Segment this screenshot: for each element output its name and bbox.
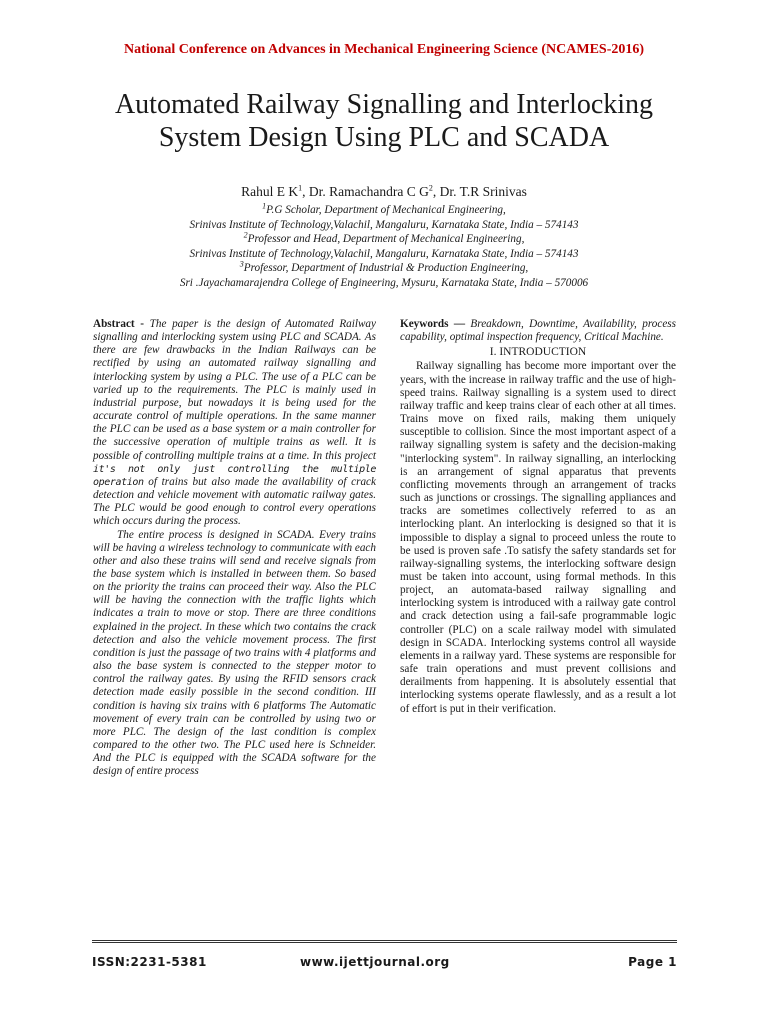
introduction-body — [400, 360, 676, 715]
affiliation-text: Sri .Jayachamarajendra College of Engineering, Mysuru, Karnataka State, India – 570006 — [179, 276, 589, 289]
left-column — [93, 318, 376, 778]
footer-website: www.ijettjournal.org — [300, 955, 450, 969]
author-name: Dr. T.R Srinivas — [439, 184, 527, 199]
author-separator: , — [432, 184, 440, 199]
footer-page-number: Page 1 — [628, 955, 677, 969]
abstract-paragraph-2: The entire process is designed in SCADA. Every trains will be having a wireless technology to communicate with each other and also these trains will send and receive signals from the base system which is installed in between them. So based on the priority the trains can proceed their way. Also the PLC will be having the connection with the traffic lights which indicates a train to move or stop. There are three conditions explained in the project. In these which two contains the crack detection and also the vehicle movement process. The first condition is just the passage of two trains with 4 platforms and also the base system is connected to the stepper motor to control the railway gates. By using the RFID sensors crack detection made easily possible in the second condition. III condition is having six trains with 6 platforms The Automatic movement of every train can be controlled by using two or more PLC. The design of the last condition is complex compared to the other two. The PLC used here is Schneider. And the PLC is equipped with the SCADA software for the design of entire process — [93, 528, 376, 778]
right-column — [400, 318, 676, 716]
affiliation-line — [0, 261, 768, 276]
affiliation-line — [0, 276, 768, 291]
introduction-paragraph: Railway signalling has become more important over the years, with the increase in railway traffic and the use of high-speed trains. Railway signalling is a system used to direct railway traffic and keep trains clear of each other at all times. Trains move on fixed rails, making them uniquely susceptible to collision. Since the most important aspect of a railway signalling system is safety and the decision-making "interlocking system". In railway signalling, an interlocking is an arrangement of signal apparatus that prevents conflicting movements through an arrangement of tracks such as junctions or crossings. The signalling appliances and tracks are sometimes collectively referred to as an interlocking plant. An interlocking is designed so that it is impossible to display a signal to proceed unless the route to be used is proven safe .To satisfy the safety standards set for railway-signalling systems, the interlocking software design must be taken into account, using formal methods. In this project, an automata-based railway signalling and interlocking system is introduced with a railway gate control and crack detection using a fail-safe programmable logic controller (PLC) on a scale railway model with simulated design in SCADA. Interlocking systems control all wayside elements in a railway yard. These systems are responsible for safe train operations and must prevent collisions and derailments from happening. It is absolutely essential that interlocking systems operate flawlessly, and as a result a lot of effort is put in their verification. — [400, 360, 676, 715]
section-heading-introduction — [400, 346, 676, 359]
affiliation-sup: 1 — [262, 201, 267, 211]
keywords — [400, 318, 676, 344]
footer-issn: ISSN:2231-5381 — [92, 955, 207, 969]
affiliations — [0, 203, 768, 290]
heading-text: NTRODUCTION — [503, 346, 587, 359]
abstract-text-b: of trains but also made the availability of crack detection and vehicle movement with automatic railway gates. The PLC would be good enough to control every operations which occurs during the process. — [93, 475, 376, 528]
affiliation-line — [0, 232, 768, 247]
keywords-text: Breakdown, Downtime, Availability, process capability, optimal inspection frequency, Critical Machine. — [400, 318, 676, 344]
abstract-paragraph-1 — [93, 318, 376, 529]
affiliation-sup: 2 — [243, 230, 248, 240]
keywords-label: Keywords — — [400, 318, 466, 330]
author-separator: , — [302, 184, 309, 199]
affiliation-line — [0, 218, 768, 233]
affiliation-sup: 3 — [239, 259, 244, 269]
affiliation-text: Professor and Head, Department of Mechanical Engineering, — [247, 233, 525, 245]
affiliation-text: P.G Scholar, Department of Mechanical Engineering, — [266, 204, 506, 216]
heading-number: I. I — [489, 346, 504, 359]
author-name: Rahul E K — [241, 184, 299, 199]
abstract-label: Abstract - — [93, 318, 144, 330]
affiliation-line — [0, 203, 768, 218]
author-name: Dr. Ramachandra C G — [308, 184, 429, 199]
affiliation-text: Srinivas Institute of Technology,Valachil, Mangaluru, Karnataka State, India – 574143 — [189, 218, 579, 231]
affiliation-text: Srinivas Institute of Technology,Valachil, Mangaluru, Karnataka State, India – 574143 — [189, 247, 579, 260]
affiliation-text: Professor, Department of Industrial & Production Engineering, — [243, 262, 529, 274]
affiliation-line — [0, 247, 768, 262]
paper-title: Automated Railway Signalling and Interlocking System Design Using PLC and SCADA — [114, 89, 654, 153]
abstract-mono-text: it's not only just controlling the multiple operation — [93, 463, 376, 488]
author-sup: 1 — [298, 183, 303, 193]
conference-header: National Conference on Advances in Mechanical Engineering Science (NCAMES-2016) — [123, 42, 645, 57]
author-sup: 2 — [428, 183, 433, 193]
author-list — [0, 184, 768, 200]
abstract — [93, 318, 376, 778]
abstract-text-a: The paper is the design of Automated Railway signalling and interlocking system using PLC and SCADA. As there are few drawbacks in the Indian Railways can be rectified by using an automated railway signalling and interlocking system by using a PLC. The use of a PLC can be varied up to the requirements. The PLC is mainly used in industrial purpose, but nowadays it is being used for the accurate control of multiple operations. In the same manner the PLC can be used as a base system or a main controller for the successive operation of multiple trains as well. It is possible of controlling multiple trains at a time. In this project — [93, 318, 376, 462]
footer-divider — [92, 940, 677, 943]
